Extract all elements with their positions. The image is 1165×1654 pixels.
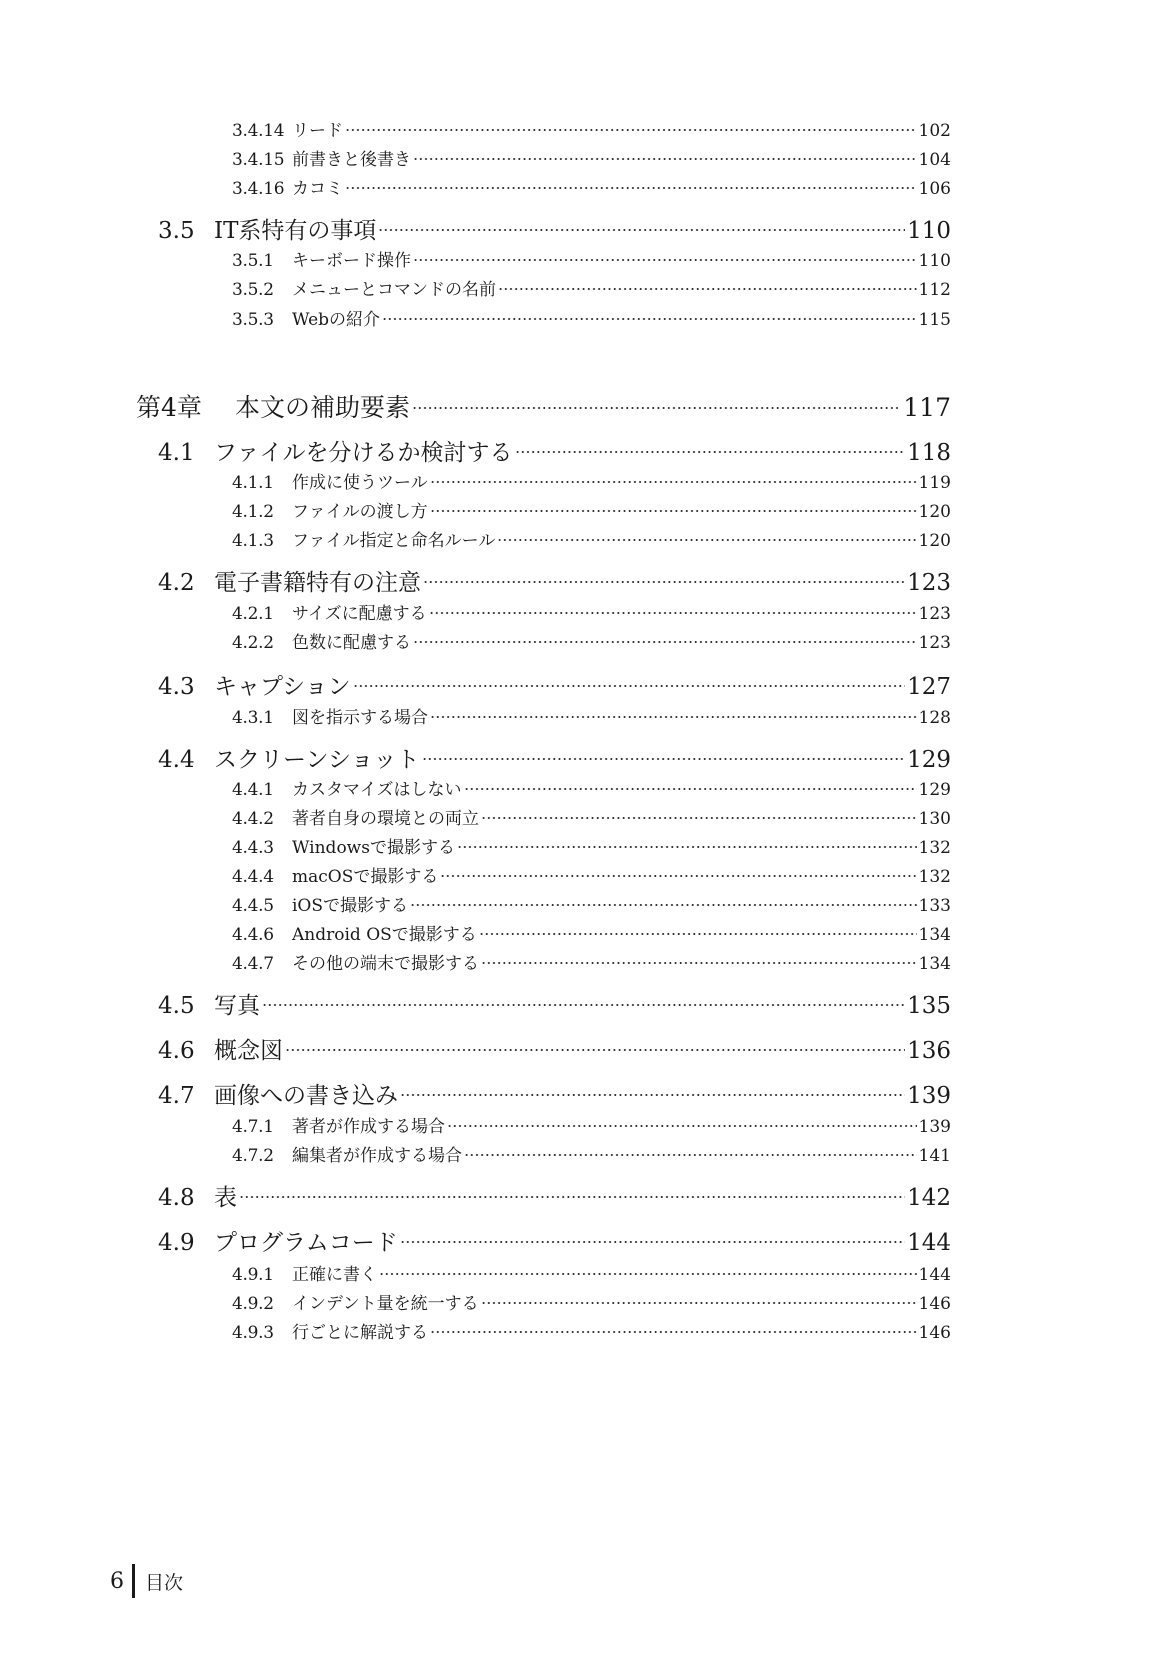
toc-entry-title: その他の端末で撮影する [292, 954, 479, 974]
dot-leader [481, 960, 917, 966]
toc-entry-page: 104 [918, 150, 951, 170]
toc-entry-title: Android OSで撮影する [292, 925, 477, 945]
toc-subsection[interactable] [232, 116, 951, 144]
toc-entry-title: 写真 [214, 993, 260, 1019]
toc-subsection[interactable] [232, 468, 951, 496]
toc-entry-page: 144 [907, 1230, 951, 1256]
toc-entry-page: 136 [907, 1038, 951, 1064]
toc-section[interactable] [158, 1032, 951, 1068]
toc-section[interactable] [158, 741, 951, 777]
toc-entry-page: 141 [918, 1146, 951, 1166]
toc-entry-page: 123 [907, 570, 951, 596]
toc-entry-title: 著者自身の環境との両立 [292, 809, 479, 829]
toc-entry-number: 4.2.2 [232, 633, 274, 653]
toc-entry-title: 電子書籍特有の注意 [214, 570, 421, 596]
dot-leader [515, 449, 906, 455]
dot-leader [400, 1092, 905, 1098]
toc-entry-title: 編集者が作成する場合 [292, 1146, 462, 1166]
toc-entry-title: 表 [214, 1185, 237, 1211]
toc-entry-number: 第4章 [136, 393, 202, 422]
toc-subsection[interactable] [232, 275, 951, 303]
toc-section[interactable] [158, 1077, 951, 1113]
toc-entry-title: 図を指示する場合 [292, 708, 428, 728]
dot-leader [457, 844, 917, 850]
toc-entry-number: 4.6 [158, 1038, 195, 1064]
toc-entry-number: 3.4.15 [232, 150, 285, 170]
toc-entry-number: 4.2.1 [232, 604, 274, 624]
toc-entry-number: 3.4.14 [232, 121, 285, 141]
toc-entry-title: プログラムコード [214, 1230, 398, 1256]
toc-subsection[interactable] [232, 891, 951, 919]
toc-entry-title: スクリーンショット [214, 747, 420, 773]
toc-entry-title: Windowsで撮影する [292, 838, 455, 858]
toc-entry-number: 4.7.1 [232, 1117, 274, 1137]
toc-entry-number: 3.5.2 [232, 280, 274, 300]
dot-leader [413, 257, 917, 263]
dot-leader [239, 1194, 905, 1200]
dot-leader [262, 1002, 905, 1008]
toc-entry-title: メニューとコマンドの名前 [292, 280, 496, 300]
toc-entry-page: 144 [918, 1265, 951, 1285]
toc-subsection[interactable] [232, 949, 951, 977]
toc-entry-number: 4.4.2 [232, 809, 274, 829]
dot-leader [481, 815, 917, 821]
page-footer [110, 1561, 183, 1601]
toc-subsection[interactable] [232, 833, 951, 861]
dot-leader [379, 1271, 917, 1277]
running-header-label: 目次 [145, 1571, 184, 1594]
dot-leader [400, 1239, 905, 1245]
toc-entry-number: 4.4.4 [232, 867, 274, 887]
toc-entry-title: 行ごとに解説する [292, 1323, 428, 1343]
toc-entry-page: 133 [918, 896, 951, 916]
toc-entry-page: 129 [907, 747, 951, 773]
toc-entry-page: 129 [918, 780, 951, 800]
toc-entry-title: ファイルを分けるか検討する [214, 440, 513, 466]
toc-entry-number: 4.4.5 [232, 896, 274, 916]
dot-leader [440, 873, 916, 879]
toc-entry-page: 118 [907, 440, 951, 466]
dot-leader [353, 683, 905, 689]
toc-entry-title: カコミ [292, 179, 343, 199]
toc-entry-page: 123 [918, 633, 951, 653]
toc-entry-page: 102 [918, 121, 951, 141]
dot-leader [430, 714, 917, 720]
toc-subsection[interactable] [232, 1112, 951, 1140]
toc-entry-title: キャプション [214, 674, 351, 700]
toc-entry-page: 135 [907, 993, 951, 1019]
toc-subsection[interactable] [232, 599, 951, 627]
toc-entry-number: 4.3.1 [232, 708, 274, 728]
toc-entry-title: macOSで撮影する [292, 867, 439, 887]
toc-entry-page: 112 [918, 280, 951, 300]
toc-subsection[interactable] [232, 145, 951, 173]
dot-leader [382, 316, 917, 322]
toc-entry-number: 4.5 [158, 993, 195, 1019]
toc-entry-number: 4.3 [158, 674, 195, 700]
dot-leader [345, 185, 917, 191]
toc-entry-title: 正確に書く [292, 1265, 377, 1285]
dot-leader [430, 508, 917, 514]
toc-subsection[interactable] [232, 246, 951, 274]
toc-chapter[interactable] [136, 388, 951, 428]
toc-entry-number: 4.7 [158, 1083, 195, 1109]
dot-leader [430, 479, 917, 485]
toc-entry-page: 134 [918, 954, 951, 974]
toc-section[interactable] [158, 987, 951, 1023]
dot-leader [422, 756, 906, 762]
toc-entry-title: IT系特有の事項 [214, 218, 377, 244]
dot-leader [447, 1123, 917, 1129]
toc-entry-page: 120 [918, 531, 951, 551]
toc-entry-number: 4.1.2 [232, 502, 274, 522]
toc-entry-title: サイズに配慮する [292, 604, 427, 624]
dot-leader [464, 1152, 917, 1158]
toc-entry-number: 4.1.3 [232, 531, 274, 551]
toc-entry-page: 139 [907, 1083, 951, 1109]
toc-entry-title: リード [292, 121, 343, 141]
dot-leader [497, 537, 916, 543]
toc-entry-number: 4.9.1 [232, 1265, 274, 1285]
toc-entry-page: 130 [918, 809, 951, 829]
toc-entry-page: 139 [918, 1117, 951, 1137]
toc-subsection[interactable] [232, 1260, 951, 1288]
toc-subsection[interactable] [232, 305, 951, 333]
toc-subsection[interactable] [232, 703, 951, 731]
toc-subsection[interactable] [232, 628, 951, 656]
toc-entry-number: 4.4.6 [232, 925, 274, 945]
toc-entry-number: 3.5.1 [232, 251, 274, 271]
toc-section[interactable] [158, 1224, 951, 1260]
toc-subsection[interactable] [232, 804, 951, 832]
dot-leader [464, 786, 917, 792]
toc-entry-page: 117 [903, 393, 951, 422]
toc-subsection[interactable] [232, 862, 951, 890]
toc-entry-title: カスタマイズはしない [292, 780, 462, 800]
toc-entry-number: 4.4 [158, 747, 195, 773]
dot-leader [413, 156, 917, 162]
dot-leader [345, 127, 917, 133]
toc-entry-page: 142 [907, 1185, 951, 1211]
toc-entry-page: 134 [918, 925, 951, 945]
toc-entry-title: Webの紹介 [292, 310, 381, 330]
dot-leader [412, 405, 901, 411]
dot-leader [429, 610, 917, 616]
toc-entry-page: 127 [907, 674, 951, 700]
dot-leader [481, 1300, 917, 1306]
toc-entry-title: ファイル指定と命名ルール [292, 531, 496, 551]
toc-entry-title: 前書きと後書き [292, 150, 411, 170]
toc-entry-number: 3.4.16 [232, 179, 285, 199]
toc-entry-number: 4.4.1 [232, 780, 274, 800]
toc-subsection[interactable] [232, 1318, 951, 1346]
toc-entry-title: 作成に使うツール [292, 473, 428, 493]
toc-subsection[interactable] [232, 174, 951, 202]
toc-entry-number: 4.9 [158, 1230, 195, 1256]
dot-leader [378, 227, 905, 233]
toc-entry-number: 3.5.3 [232, 310, 274, 330]
toc-subsection[interactable] [232, 1289, 951, 1317]
toc-entry-title: キーボード操作 [292, 251, 411, 271]
page-number: 6 [110, 1568, 124, 1594]
toc-section[interactable] [158, 668, 951, 704]
toc-section[interactable] [158, 1179, 951, 1215]
toc-subsection[interactable] [232, 775, 951, 803]
toc-entry-page: 146 [918, 1294, 951, 1314]
toc-entry-title: インデント量を統一する [292, 1294, 479, 1314]
toc-entry-page: 120 [918, 502, 951, 522]
dot-leader [498, 286, 917, 292]
toc-section[interactable] [158, 564, 951, 600]
toc-entry-title: 著者が作成する場合 [292, 1117, 445, 1137]
toc-entry-title: ファイルの渡し方 [292, 502, 428, 522]
toc-entry-page: 106 [918, 179, 951, 199]
toc-entry-page: 132 [918, 838, 951, 858]
toc-entry-number: 3.5 [158, 218, 195, 244]
toc-entry-page: 128 [918, 708, 951, 728]
toc-entry-number: 4.7.2 [232, 1146, 274, 1166]
toc-entry-page: 146 [918, 1323, 951, 1343]
toc-entry-number: 4.4.3 [232, 838, 274, 858]
toc-section[interactable] [158, 434, 951, 470]
toc-entry-title: 画像への書き込み [214, 1083, 398, 1109]
dot-leader [285, 1047, 905, 1053]
toc-entry-title: 色数に配慮する [292, 633, 411, 653]
toc-subsection[interactable] [232, 920, 951, 948]
toc-entry-number: 4.2 [158, 570, 195, 596]
dot-leader [423, 579, 905, 585]
toc-entry-number: 4.4.7 [232, 954, 274, 974]
toc-subsection[interactable] [232, 497, 951, 525]
footer-divider [132, 1564, 135, 1598]
toc-entry-title: 概念図 [214, 1038, 283, 1064]
toc-entry-page: 110 [907, 218, 951, 244]
toc-entry-number: 4.1 [158, 440, 195, 466]
toc-entry-page: 132 [918, 867, 951, 887]
dot-leader [479, 931, 917, 937]
toc-subsection[interactable] [232, 1141, 951, 1169]
toc-entry-number: 4.8 [158, 1185, 195, 1211]
toc-entry-page: 123 [918, 604, 951, 624]
dot-leader [413, 639, 917, 645]
dot-leader [410, 902, 917, 908]
dot-leader [430, 1329, 917, 1335]
toc-entry-title: 本文の補助要素 [235, 393, 411, 422]
toc-section[interactable] [158, 212, 951, 248]
toc-entry-number: 4.9.2 [232, 1294, 274, 1314]
toc-subsection[interactable] [232, 526, 951, 554]
toc-entry-page: 110 [918, 251, 951, 271]
toc-entry-number: 4.9.3 [232, 1323, 274, 1343]
toc-entry-number: 4.1.1 [232, 473, 274, 493]
toc-entry-page: 119 [918, 473, 951, 493]
toc-entry-page: 115 [918, 310, 951, 330]
toc-entry-title: iOSで撮影する [292, 896, 409, 916]
